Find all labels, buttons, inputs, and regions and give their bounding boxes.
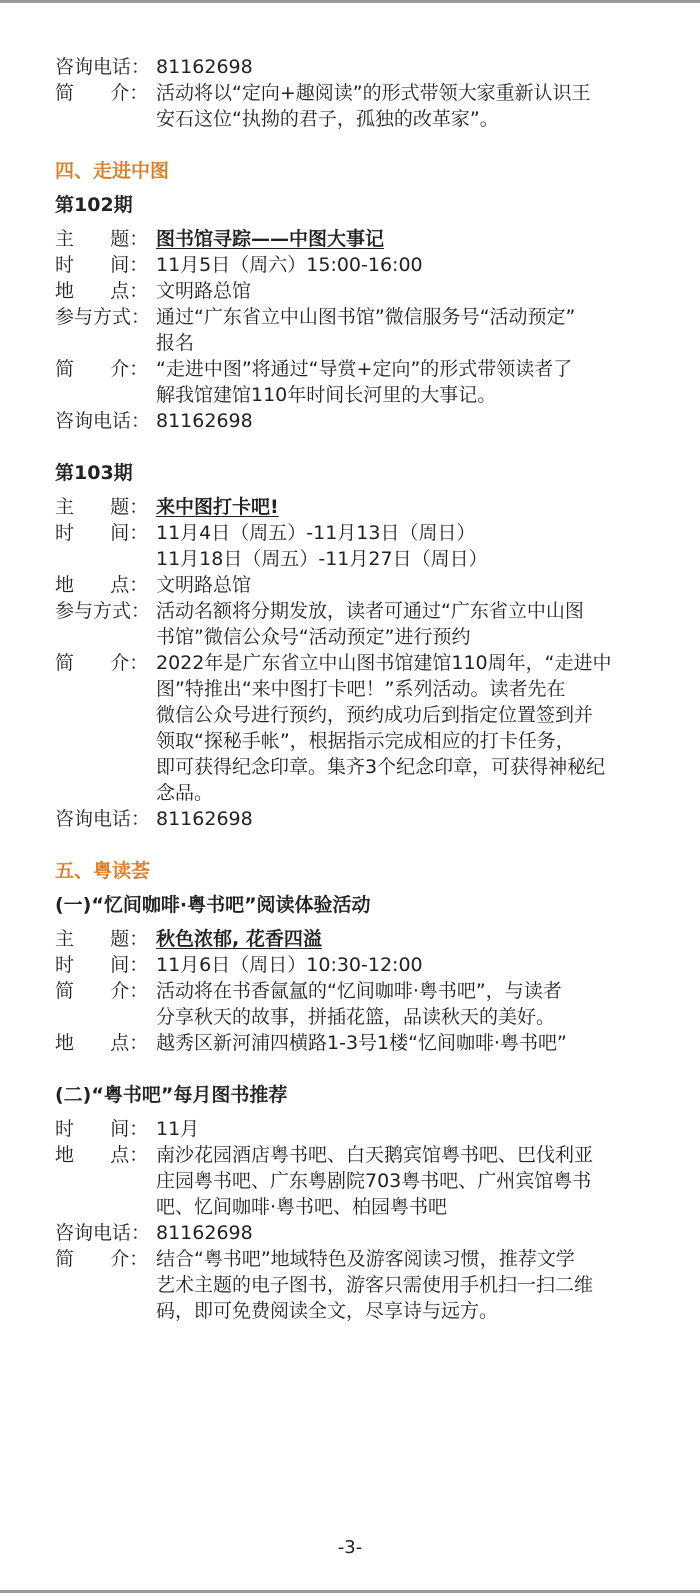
time-value: 11月5日（周六）15:00-16:00 — [156, 254, 423, 276]
theme-row — [55, 494, 647, 520]
intro-row — [55, 356, 647, 408]
time-value: 11月 — [156, 1118, 200, 1140]
join-value: 活动名额将分期发放，读者可通过“广东省立中山图 书馆”微信公众号“活动预定”进行预约 — [156, 600, 584, 648]
join-row — [55, 304, 647, 356]
top-intro-row — [55, 80, 647, 132]
top-phone-row — [55, 54, 647, 80]
section-title: 四、走进中图 — [55, 160, 170, 182]
intro-value: 结合“粤书吧”地域特色及游客阅读习惯，推荐文学 艺术主题的电子图书，游客只需使用手机扫一扫二维 码，即可免费阅读全文，尽享诗与远方。 — [156, 1248, 594, 1322]
time-row — [55, 520, 647, 572]
phone-label: 咨询电话： — [55, 808, 151, 830]
theme-row — [55, 926, 647, 952]
time-row — [55, 252, 647, 278]
time-row — [55, 1116, 647, 1142]
phone-label: 咨询电话： — [55, 1222, 151, 1244]
intro-row — [55, 1246, 647, 1324]
time-label: 时 间： — [55, 954, 149, 976]
place-value: 文明路总馆 — [156, 574, 252, 596]
issue-title: 第102期 — [55, 194, 133, 216]
subsection-title: (二)“粤书吧”每月图书推荐 — [55, 1084, 288, 1106]
page-number: -3- — [337, 1537, 363, 1558]
place-row — [55, 1030, 647, 1056]
intro-label: 简 介： — [55, 652, 149, 674]
document-body — [55, 54, 647, 1324]
intro-row — [55, 978, 647, 1030]
time-value: 11月6日（周日）10:30-12:00 — [156, 954, 423, 976]
intro-label: 简 介： — [55, 1248, 149, 1270]
place-label: 地 点： — [55, 280, 149, 302]
place-value: 南沙花园酒店粤书吧、白天鹅宾馆粤书吧、巴伐利亚 庄园粤书吧、广东粤剧院703粤书吧、广州宾馆粤书 吧、忆间咖啡·粤书吧、柏园粤书吧 — [156, 1144, 594, 1218]
intro-value: “走进中图”将通过“导赏+定向”的形式带领读者了 解我馆建馆110年时间长河里的大事记。 — [156, 358, 573, 406]
time-label: 时 间： — [55, 522, 149, 544]
place-label: 地 点： — [55, 1032, 149, 1054]
theme-row — [55, 226, 647, 252]
join-row — [55, 598, 647, 650]
phone-row — [55, 1220, 647, 1246]
intro-label: 简 介： — [55, 82, 149, 104]
intro-value: 活动将以“定向+趣阅读”的形式带领大家重新认识王 安石这位“执拗的君子，孤独的改革家”。 — [156, 82, 591, 130]
theme-label: 主 题： — [55, 928, 149, 950]
intro-label: 简 介： — [55, 980, 149, 1002]
phone-value: 81162698 — [156, 808, 253, 830]
place-value: 越秀区新河浦四横路1-3号1楼“忆间咖啡·粤书吧” — [156, 1032, 567, 1054]
place-row — [55, 572, 647, 598]
join-label: 参与方式： — [55, 600, 151, 622]
section-title: 五、粤读荟 — [55, 860, 151, 882]
intro-label: 简 介： — [55, 358, 149, 380]
theme-label: 主 题： — [55, 228, 149, 250]
intro-value: 活动将在书香氤氲的“忆间咖啡·粤书吧”，与读者 分享秋天的故事，拼插花篮，品读秋天的美好。 — [156, 980, 562, 1028]
phone-label: 咨询电话： — [55, 410, 151, 432]
join-label: 参与方式： — [55, 306, 151, 328]
place-value: 文明路总馆 — [156, 280, 252, 302]
time-label: 时 间： — [55, 254, 149, 276]
phone-value: 81162698 — [156, 410, 253, 432]
place-label: 地 点： — [55, 574, 149, 596]
theme-value: 秋色浓郁, 花香四溢 — [156, 928, 322, 950]
time-row — [55, 952, 647, 978]
phone-value: 81162698 — [156, 56, 253, 78]
phone-value: 81162698 — [156, 1222, 253, 1244]
place-row — [55, 278, 647, 304]
phone-label: 咨询电话： — [55, 56, 151, 78]
subsection-title: (一)“忆间咖啡·粤书吧”阅读体验活动 — [55, 894, 371, 916]
phone-row — [55, 806, 647, 832]
intro-row — [55, 650, 647, 806]
intro-value: 2022年是广东省立中山图书馆建馆110周年，“走进中 图”特推出“来中图打卡吧！”系列活动。读者先在 微信公众号进行预约，预约成功后到指定位置签到并 领取“探秘手帐”，根据指示完成相应的打卡任务， 即可获得纪念印章。集齐3个纪念印章，可获得神秘纪 念品。 — [156, 652, 612, 804]
issue-title: 第103期 — [55, 462, 133, 484]
top-rule — [0, 0, 700, 3]
time-label: 时 间： — [55, 1118, 149, 1140]
join-value: 通过“广东省立中山图书馆”微信服务号“活动预定” 报名 — [156, 306, 576, 354]
place-label: 地 点： — [55, 1144, 149, 1166]
time-value: 11月4日（周五）-11月13日（周日） 11月18日（周五）-11月27日（周日） — [156, 522, 488, 570]
theme-value: 图书馆寻踪——中图大事记 — [156, 228, 385, 250]
phone-row — [55, 408, 647, 434]
theme-value: 来中图打卡吧! — [156, 496, 279, 518]
theme-label: 主 题： — [55, 496, 149, 518]
place-row — [55, 1142, 647, 1220]
